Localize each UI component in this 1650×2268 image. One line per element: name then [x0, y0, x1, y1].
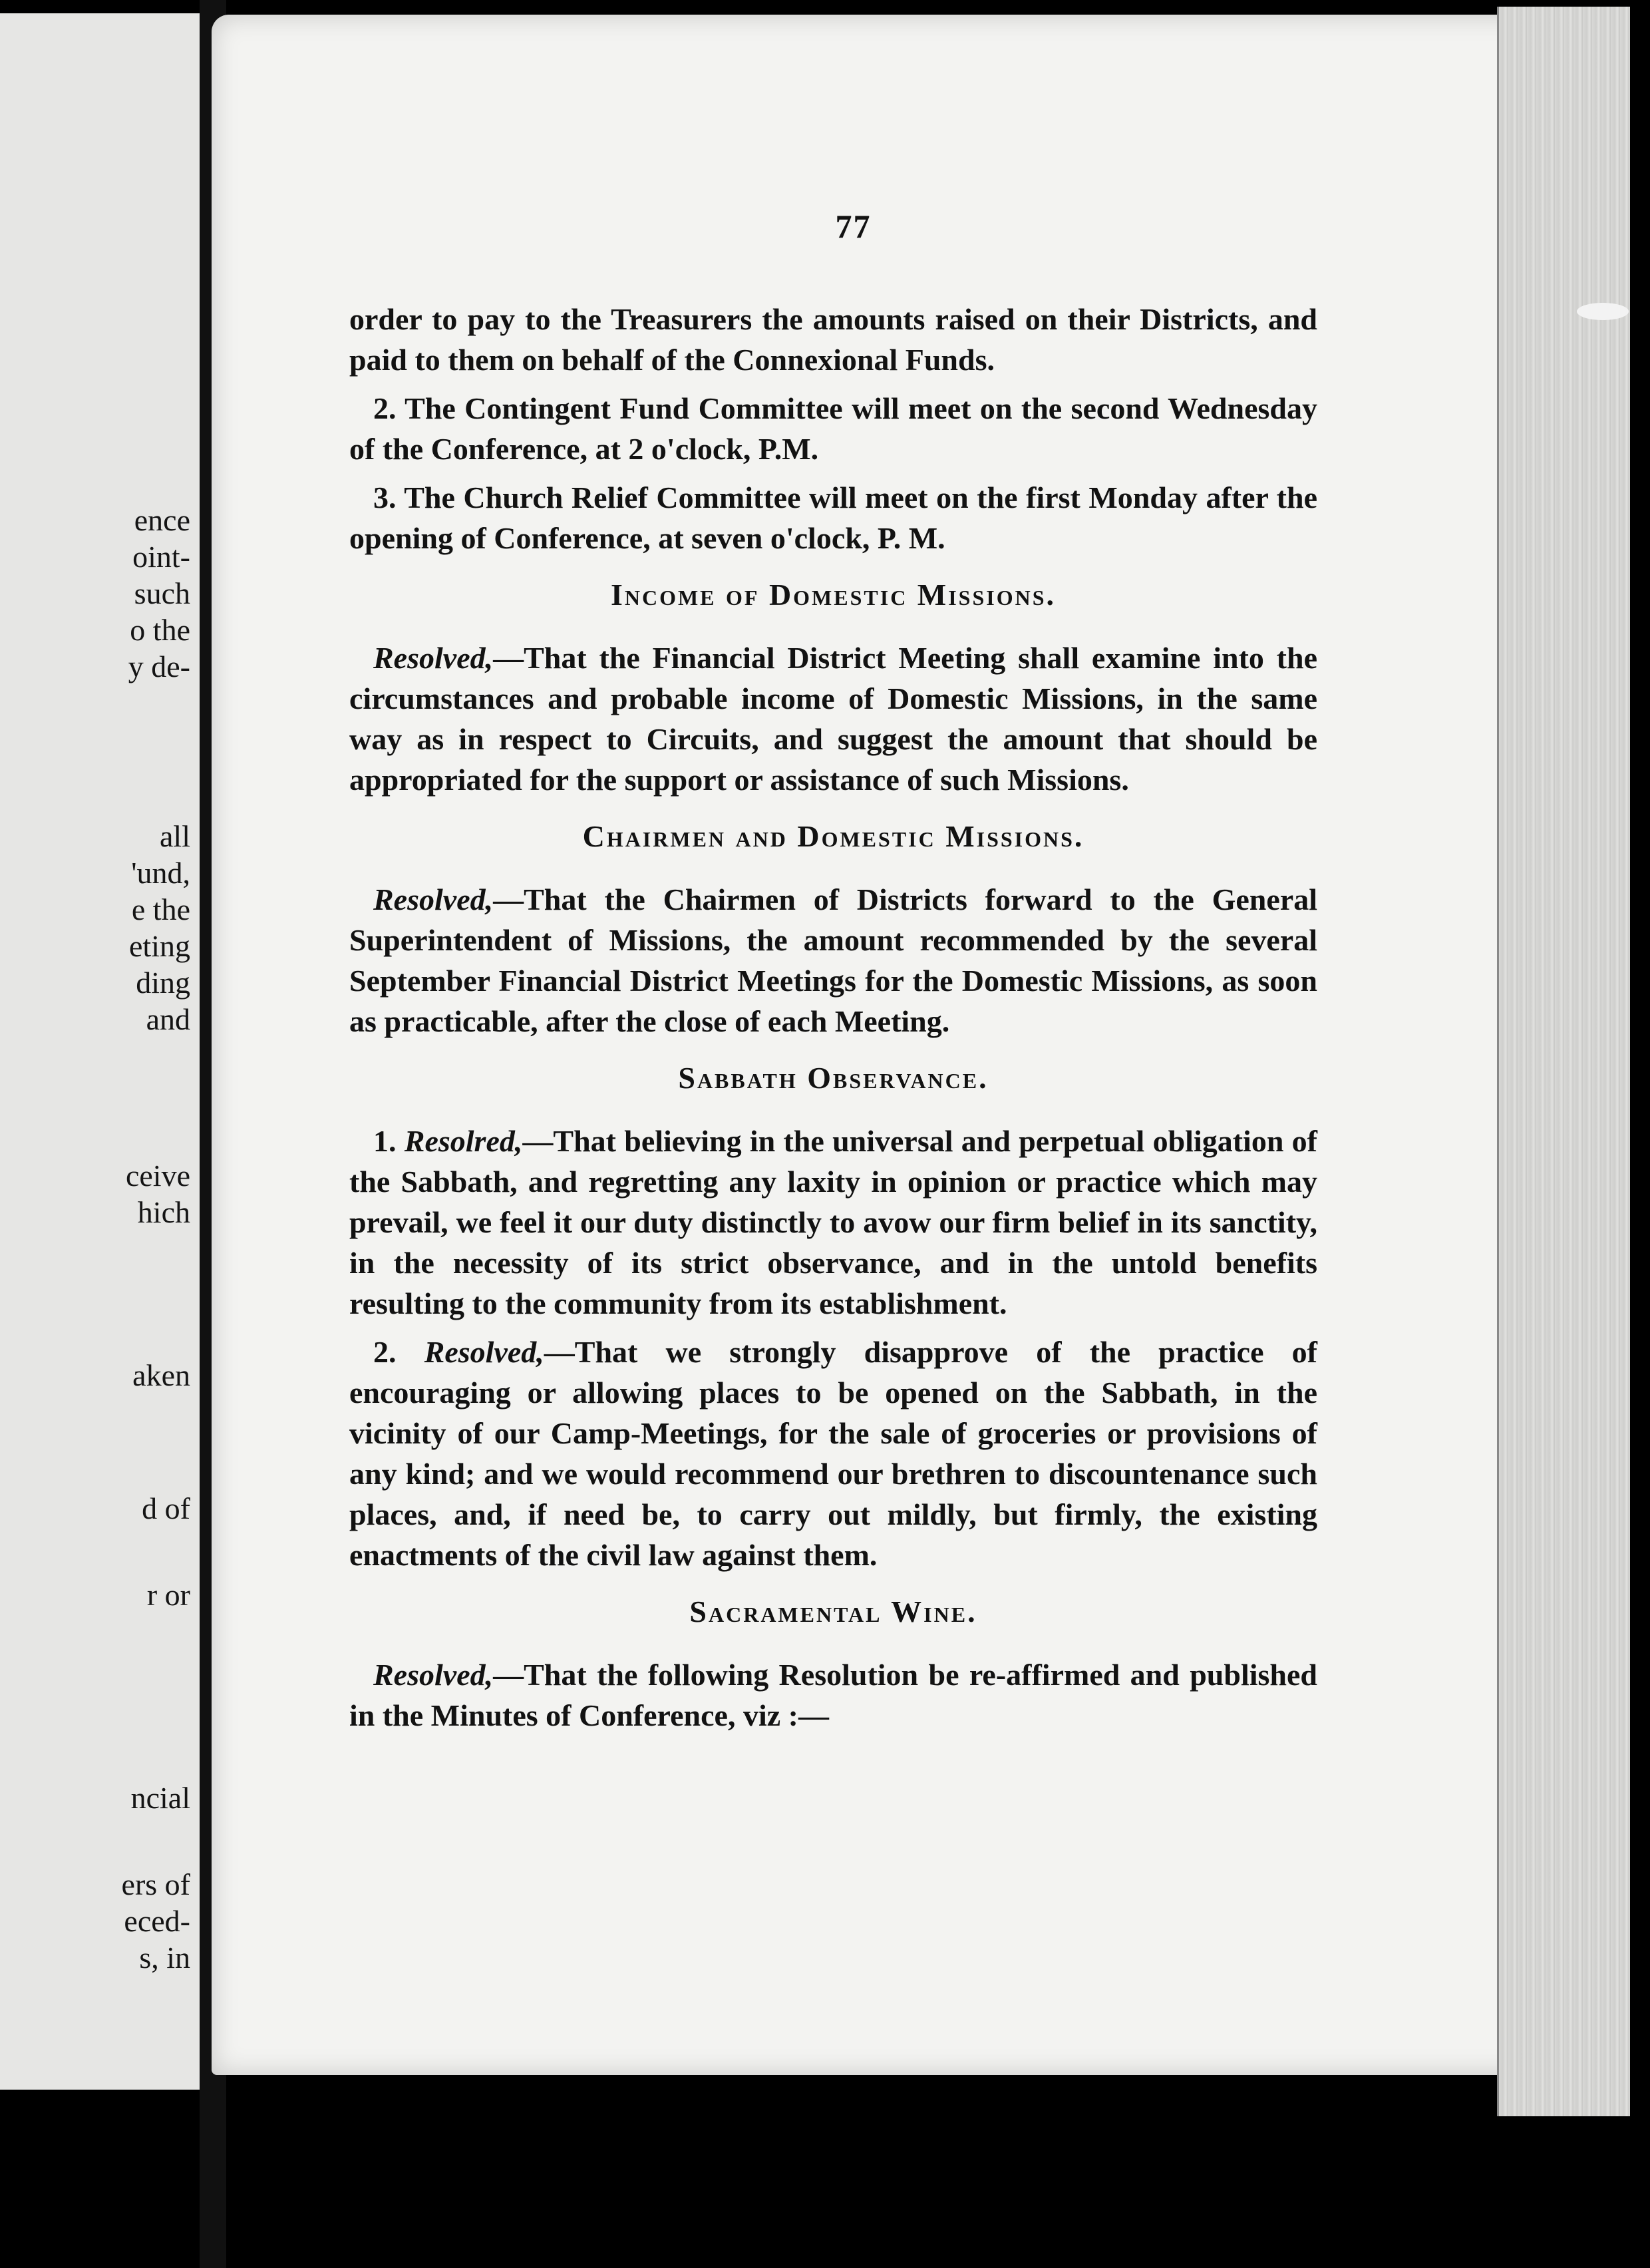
sabbath-text-2: —That we strongly disapprove of the practice of encouraging or allowing places to be opened on the Sabbath, in the vicinity of our Camp-Meetings, for the sale of groceries or provisions of any kind; and we would recommend our brethren to discountenance such places, and, if need be, to carry out mildly, but firmly, the existing enactments of the civil law against them.	[349, 1335, 1317, 1572]
section-heading-sabbath: Sabbath Observance.	[678, 1061, 989, 1095]
left-fragment: ncial	[130, 1781, 190, 1815]
left-fragment: such	[134, 576, 190, 610]
resolved-label: Resolved,	[373, 1658, 494, 1692]
left-fragment: eting	[129, 929, 190, 963]
left-fragment: r or	[146, 1578, 190, 1612]
page-number: 77	[835, 208, 872, 245]
paragraph-number: 2.	[373, 1335, 397, 1369]
church-relief-paragraph: 3. The Church Relief Committee will meet on the first Monday after the opening of Conference, at seven o'clock, P. M.	[349, 480, 1317, 555]
wine-text: —That the following Resolution be re-affirmed and published in the Minutes of Conference, viz :—	[349, 1658, 1317, 1732]
left-fragment: ers of	[121, 1867, 190, 1901]
chairmen-paragraph	[349, 879, 1317, 1041]
left-fragment: and	[146, 1002, 190, 1036]
left-fragment: o the	[130, 613, 190, 647]
left-fragment: 'und,	[131, 856, 190, 890]
left-fragment: aken	[132, 1358, 190, 1392]
intro-paragraph: order to pay to the Treasurers the amounts raised on their Districts, and paid to them on behalf of the Connexional Funds.	[349, 302, 1317, 377]
left-fragment: hich	[137, 1195, 190, 1229]
scan-border	[1630, 0, 1650, 2268]
left-fragment: ding	[136, 966, 190, 1000]
section-heading-income: Income of Domestic Missions.	[610, 578, 1057, 612]
scan-artifact	[1577, 303, 1629, 320]
contingent-fund-paragraph: 2. The Contingent Fund Committee will meet on the second Wednesday of the Conference, at 2 o'clock, P.M.	[349, 391, 1317, 466]
left-page-text-fragments	[0, 13, 200, 2090]
left-fragment: e the	[131, 892, 190, 926]
resolved-label: Resolved,	[424, 1335, 544, 1369]
left-fragment: ceive	[125, 1159, 190, 1193]
resolved-label: Resolved,	[373, 641, 494, 675]
left-fragment: oint-	[132, 540, 190, 574]
chairmen-text: —That the Chairmen of Districts forward to the General Superintendent of Missions, the amount recommended by the several September Financial District Meetings for the Domestic Missions, as soon as practicable, after the close of each Meeting.	[349, 882, 1317, 1038]
resolved-label: Resolred,	[404, 1124, 523, 1158]
left-fragment: all	[160, 819, 190, 853]
left-fragment: eced-	[124, 1904, 190, 1938]
left-fragment: y de-	[128, 650, 190, 683]
paragraph-number: 1.	[373, 1124, 397, 1158]
sabbath-text-1: —That believing in the universal and perpetual obligation of the Sabbath, and regretting any laxity in opinion or practice which may prevail, we feel it our duty distinctly to avow our firm belief in its sanctity, in the necessity of its strict observance, and in the untold benefits resulting to the community from its establishment.	[349, 1124, 1318, 1320]
section-heading-chairmen: Chairmen and Domestic Missions.	[582, 819, 1084, 853]
page-body	[349, 206, 1317, 1744]
income-text: —That the Financial District Meeting shall examine into the circumstances and probable income of Domestic Missions, in the same way as in respect to Circuits, and suggest the amount that should be appropriated for the support or assistance of such Missions.	[349, 641, 1317, 797]
left-fragment: ence	[134, 503, 190, 537]
sabbath-paragraph-1	[349, 1121, 1317, 1324]
left-facing-page	[0, 13, 206, 2090]
left-fragment: d of	[142, 1491, 190, 1525]
left-fragment: s, in	[139, 1941, 190, 1975]
income-paragraph	[349, 638, 1317, 800]
page-edges	[1497, 7, 1632, 2116]
wine-paragraph	[349, 1654, 1317, 1736]
section-heading-wine: Sacramental Wine.	[689, 1595, 977, 1628]
sabbath-paragraph-2	[349, 1332, 1317, 1575]
resolved-label: Resolved,	[373, 882, 494, 916]
